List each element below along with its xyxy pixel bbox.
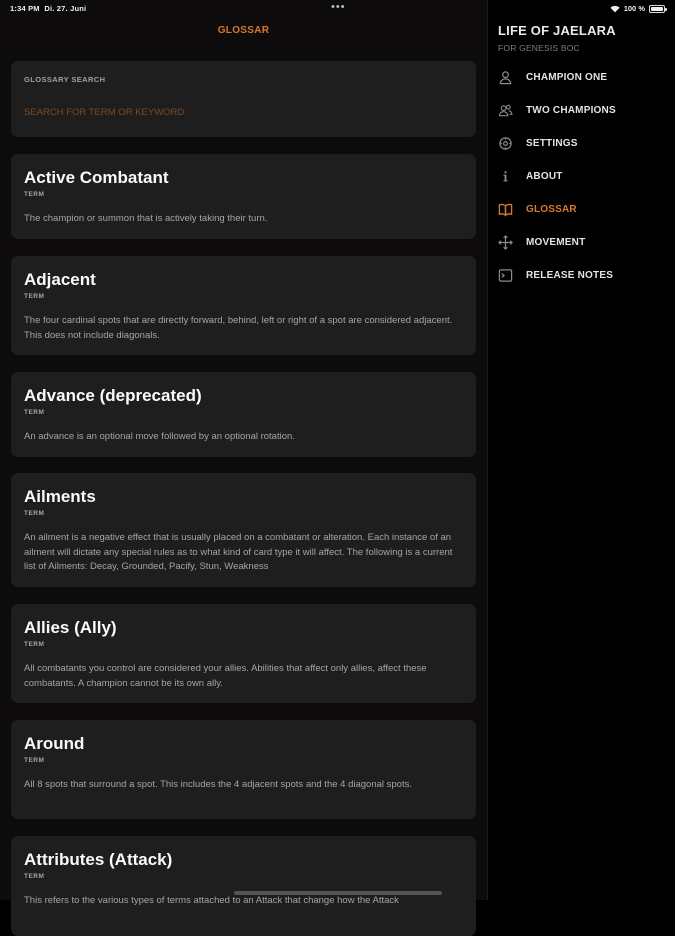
sidebar-item-label: GLOSSAR [526, 203, 577, 215]
home-indicator[interactable] [234, 891, 442, 895]
status-time-date [10, 4, 86, 13]
term-title: Ailments [24, 487, 96, 506]
term-type: TERM [24, 641, 45, 648]
status-bar [0, 0, 675, 18]
term-card[interactable] [11, 836, 476, 936]
info-icon [496, 167, 514, 185]
search-input[interactable] [24, 105, 454, 119]
term-card[interactable] [11, 473, 476, 587]
sidebar-item-label: MOVEMENT [526, 236, 586, 248]
app-subtitle: FOR GENESIS BOC [498, 43, 580, 53]
sidebar-item-two-champions[interactable] [496, 100, 666, 120]
battery-fill [651, 7, 663, 11]
gear-icon [496, 134, 514, 152]
term-type: TERM [24, 510, 45, 517]
term-card[interactable] [11, 154, 476, 239]
sidebar-item-champion-one[interactable] [496, 67, 666, 87]
term-description: An ailment is a negative effect that is usually placed on a combatant or alteration. Each instance of an ailment will dictate any special rules as to what kind of card type it will affect. The following is a current list of Ailments: Decay, Grounded, Pacify, Stun, Weakness [24, 532, 453, 572]
sidebar-item-movement[interactable] [496, 232, 666, 252]
term-card[interactable] [11, 256, 476, 355]
term-type: TERM [24, 409, 45, 416]
term-title: Adjacent [24, 270, 96, 289]
sidebar-item-release-notes[interactable] [496, 265, 666, 285]
status-right [610, 4, 665, 13]
sidebar-item-about[interactable] [496, 166, 666, 186]
sidebar-item-label: TWO CHAMPIONS [526, 104, 616, 116]
status-time: 1:34 PM [10, 4, 40, 13]
term-description: An advance is an optional move followed by an optional rotation. [24, 431, 295, 442]
sidebar-item-settings[interactable] [496, 133, 666, 153]
multitasking-dots[interactable]: ••• [331, 1, 346, 13]
term-description: All 8 spots that surround a spot. This includes the 4 adjacent spots and the 4 diagonal spots. [24, 779, 412, 790]
search-label: GLOSSARY SEARCH [24, 75, 106, 84]
term-description: This refers to the various types of terms attached to an Attack that change how the Attack [24, 895, 399, 906]
sidebar-item-glossar[interactable] [496, 199, 666, 219]
move-arrows-icon [496, 233, 514, 251]
term-type: TERM [24, 191, 45, 198]
battery-percentage: 100 % [623, 4, 645, 13]
term-title: Allies (Ally) [24, 618, 117, 637]
page-title: GLOSSAR [217, 25, 270, 36]
term-card[interactable] [11, 720, 476, 819]
sidebar-item-label: CHAMPION ONE [526, 71, 608, 83]
sidebar-item-label: ABOUT [526, 170, 563, 182]
person-icon [496, 68, 514, 86]
term-type: TERM [24, 293, 45, 300]
term-title: Around [24, 734, 85, 753]
term-title: Attributes (Attack) [24, 850, 173, 869]
term-title: Advance (deprecated) [24, 386, 202, 405]
sidebar [488, 0, 675, 900]
sidebar-item-label: RELEASE NOTES [526, 269, 614, 281]
term-card[interactable] [11, 372, 476, 457]
term-description: All combatants you control are considered your allies. Abilities that affect only allies, affect these combatants. A champion cannot be its own ally. [24, 663, 427, 689]
sidebar-item-label: SETTINGS [526, 137, 578, 149]
term-card[interactable] [11, 604, 476, 703]
wifi-icon [610, 5, 620, 13]
app-title: LIFE OF JAELARA [498, 23, 616, 38]
book-icon [496, 200, 514, 218]
terminal-icon [496, 266, 514, 284]
term-description: The champion or summon that is actively taking their turn. [24, 213, 268, 224]
term-description: The four cardinal spots that are directly forward, behind, left or right of a spot are considered adjacent. This does not include diagonals. [24, 315, 453, 341]
status-date: Di. 27. Juni [44, 4, 87, 13]
term-type: TERM [24, 873, 45, 880]
search-card [11, 61, 476, 137]
people-icon [496, 101, 514, 119]
battery-icon [649, 5, 665, 13]
term-type: TERM [24, 757, 45, 764]
term-title: Active Combatant [24, 168, 169, 187]
